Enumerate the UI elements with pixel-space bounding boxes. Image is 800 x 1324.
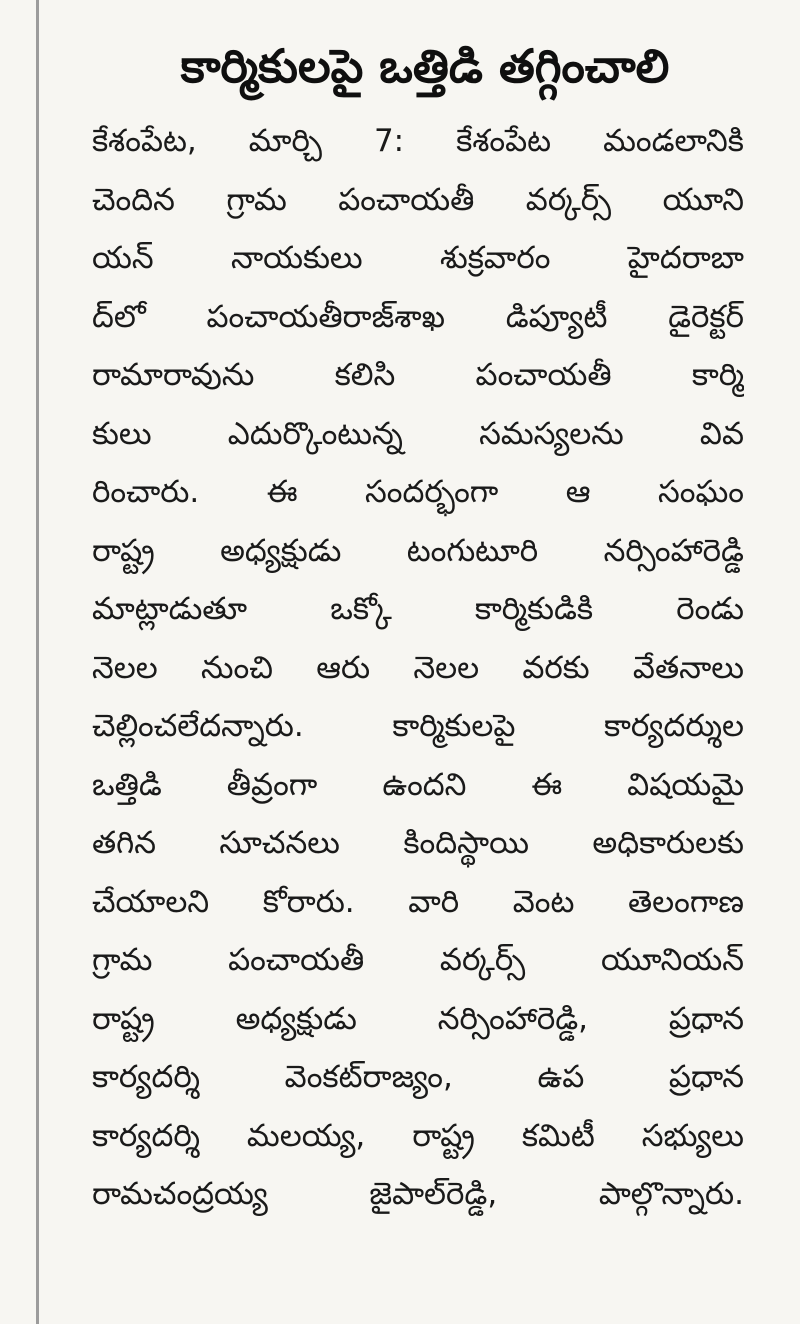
body-line: ఒత్తిడి తీవ్రంగా ఉందని ఈ విషయమై (92, 766, 744, 803)
body-line: గ్రామ పంచాయతీ వర్కర్స్ యూనియన్ (92, 942, 744, 978)
body-line: కార్యదర్శి మలయ్య, రాష్ట్ర కమిటీ సభ్యులు (92, 1117, 744, 1154)
body-line: నెలల నుంచి ఆరు నెలల వరకు వేతనాలు (92, 649, 744, 686)
body-line: కార్యదర్శి వెంకట్‌రాజ్యం, ఉప ప్రధాన (92, 1059, 744, 1095)
body-line: కులు ఎదుర్కొంటున్న సమస్యలను వివ (92, 415, 744, 452)
body-line: మాట్లాడుతూ ఒక్కో కార్మికుడికి రెండు (92, 591, 744, 627)
body-line: యన్ నాయకులు శుక్రవారం హైదరాబా (92, 240, 744, 276)
body-line: రామచంద్రయ్య జైపాల్‌రెడ్డి, పాల్గొన్నారు. (92, 1176, 744, 1212)
body-line: రాష్ట్ర అధ్యక్షుడు నర్సింహారెడ్డి, ప్రధాన (92, 1000, 744, 1037)
body-line: కేశంపేట, మార్చి 7: కేశంపేట మండలానికి (92, 123, 744, 159)
body-line: చెందిన గ్రామ పంచాయతీ వర్కర్స్ యూని (92, 181, 744, 218)
body-line: రించారు. ఈ సందర్భంగా ఆ సంఘం (92, 474, 744, 510)
body-line: ద్‌లో పంచాయతీరాజ్‌శాఖ డిప్యూటీ డైరెక్టర్ (92, 298, 744, 335)
body-line: రామారావును కలిసి పంచాయతీ కార్మి (92, 357, 744, 393)
previous-headline-fragment (90, 0, 770, 4)
article-body (92, 112, 744, 1224)
body-line: తగిన సూచనలు కిందిస్థాయి అధికారులకు (92, 825, 744, 861)
column-divider (36, 0, 39, 1324)
article-headline: కార్మికులపై ఒత్తిడి తగ్గించాలి (180, 39, 670, 93)
body-line: చెల్లించలేదన్నారు. కార్మికులపై కార్యదర్శుల (92, 708, 744, 744)
body-line: చేయాలని కోరారు. వారి వెంట తెలంగాణ (92, 883, 744, 920)
body-line: రాష్ట్ర అధ్యక్షుడు టంగుటూరి నర్సింహారెడ్డి (92, 532, 744, 569)
